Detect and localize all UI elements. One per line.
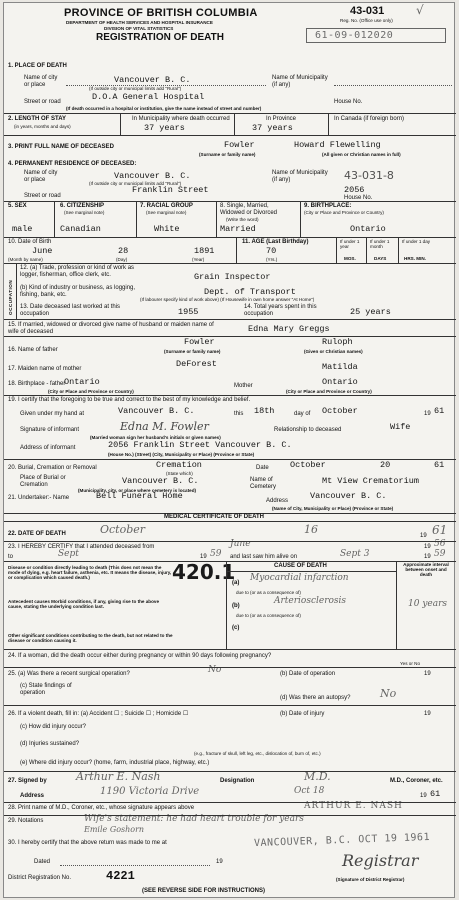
sex-value: male: [12, 224, 33, 234]
day-of-label: day of: [294, 411, 311, 417]
father-surname: Fowler: [184, 337, 215, 347]
marital-value: Married: [220, 224, 256, 234]
signed-date: Oct 18: [294, 786, 325, 796]
hospital-note: (If death occurred in a hospital or institution, give the name instead of street and number): [66, 106, 262, 111]
under-year-label: If under 1 year: [340, 239, 360, 249]
mother-surname: DeForest: [176, 359, 217, 369]
given-day: 18th: [254, 406, 275, 416]
retired-note: (If labourer specify kind of work above) (If Housewife in own home answer "At Home"): [140, 297, 315, 302]
attended-to-prefix: 19: [200, 554, 207, 560]
injury-where-label: (e) Where did injury occur? (home, farm, industrial place, highway, etc.): [20, 760, 210, 766]
res-municipality-label: Name of Municipality (if any): [272, 170, 328, 183]
print-name-label: 28. Print name of M.D., Coroner, etc., whose signature appears above: [8, 805, 195, 811]
burial-day: 20: [380, 460, 391, 470]
violent-label: 26. If a violent death, fill in: (a) Accident ☐ ; Suicide ☐ ; Homicide ☐: [8, 711, 189, 717]
spouse-label: 15. If married, widowed or divorced give name of husband or maiden name of wife of deceased: [8, 322, 214, 335]
burial-year: 61: [434, 460, 445, 470]
film-number-box: [306, 28, 446, 43]
checkmark: √: [416, 3, 424, 17]
last-alive-label: and last saw him alive on: [230, 554, 298, 560]
citizenship-label: 6. CITIZENSHIP: [60, 203, 105, 209]
date-of-death-label: 22. DATE OF DEATH: [8, 531, 66, 537]
registration-number: 43-031: [350, 5, 385, 17]
attended-label: 23. I HEREBY CERTIFY that I attended deceased from: [8, 544, 155, 550]
reg-no-label: Reg. No. (Office use only): [340, 18, 393, 23]
cemetery-value: Mt View Crematorium: [322, 476, 419, 486]
industry-value: Dept. of Transport: [204, 287, 296, 297]
stay-province: 37 years: [252, 123, 293, 133]
burial-month: October: [290, 460, 326, 470]
residence-house-no: 2056: [344, 185, 365, 195]
mother-label: 17. Maiden name of mother: [8, 366, 82, 372]
form-title: REGISTRATION OF DEATH: [96, 32, 224, 43]
coroner-label: M.D., Coroner, etc.: [390, 778, 443, 784]
street-label: Street or road: [24, 99, 61, 105]
doctor-address-label: Address: [20, 793, 45, 799]
cause-heading: CAUSE OF DEATH: [274, 563, 327, 569]
due-to-b: due to (or as a consequence of): [236, 613, 301, 618]
burial-place-label: Place of Burial or Cremation: [20, 475, 66, 488]
fracture-note: (e.g., fracture of skull, left leg, etc., dislocation of, burn of, etc.): [194, 751, 321, 756]
cemetery-label: Name of Cemetery: [250, 477, 277, 490]
immediate-cause-label: Disease or condition directly leading to death (This does not mean the mode of dying, e.g. heart failure, asthenia, etc. It means the disease, injury, or complication which caused death.): [8, 565, 172, 580]
informant-certify: 19. I certify that the foregoing to be true and correct to the best of my knowledge and belief.: [8, 397, 251, 403]
dated-label: Dated: [34, 859, 51, 865]
dob-year: 1891: [194, 246, 215, 256]
under-day-unit: HRS. MIN.: [404, 256, 426, 261]
stay-canada-label: In Canada (if foreign born): [334, 116, 405, 122]
registrar-signature: Registrar: [342, 851, 419, 870]
notations-label: 29. Notations: [8, 818, 44, 824]
res-street-label: Street or road: [24, 193, 61, 199]
designation-label: Designation: [220, 778, 255, 784]
total-years-label: 14. Total years spent in this occupation: [244, 304, 317, 317]
due-to-a: due to (or as a consequence of): [236, 590, 301, 595]
burial-state-label: (State which): [166, 471, 193, 476]
residence-street: Franklin Street: [132, 185, 209, 195]
received-stamp: VANCOUVER, B.C. OCT 19 1961: [253, 831, 431, 850]
section-residence: 4. PERMANENT RESIDENCE OF DECEASED:: [8, 161, 137, 167]
informant-address-label: Address of informant: [20, 445, 76, 451]
total-years-value: 25 years: [350, 307, 391, 317]
father-label: 16. Name of father: [8, 347, 58, 353]
last-alive-year: 59: [434, 549, 446, 559]
age-value: 70: [266, 246, 277, 256]
surgery-answer: No: [208, 665, 222, 675]
interval-heading: Approximate interval between onset and death: [403, 562, 449, 577]
pregnancy-label: 24. If a woman, did the death occur either during pregnancy or within 90 days following pregnancy?: [8, 653, 272, 659]
attended-to-year: 59: [210, 549, 222, 559]
medical-heading: MEDICAL CERTIFICATE OF DEATH: [164, 514, 264, 520]
death-month: October: [100, 523, 146, 536]
birthplace-value: Ontario: [350, 224, 386, 234]
undertaker-label: 21. Undertaker:- Name: [8, 495, 70, 501]
this-label: this: [234, 411, 244, 417]
mother-place-note: (City or Place and Province or Country): [286, 389, 372, 394]
citizenship-value: Canadian: [60, 224, 101, 234]
citizenship-note: (See marginal note): [64, 210, 105, 215]
mother-given: Matilda: [322, 362, 358, 372]
given-year: 61: [434, 406, 445, 416]
under-month-unit: DAYS: [374, 256, 387, 261]
municipality-label: Name of Municipality (if any): [272, 75, 328, 88]
dob-year-label: (Year): [192, 257, 205, 262]
dob-day: 28: [118, 246, 129, 256]
burial-place-note: (Municipality, city, or place where cemetery is located): [78, 488, 197, 493]
received-label: 30. I hereby certify that the above return was made to me at: [8, 840, 167, 846]
operation-year-prefix: 19: [424, 671, 431, 677]
address-note: (House No.) (Street) (City, Municipality or Place) (Province or State): [108, 452, 255, 457]
undertaker-address: Vancouver B. C.: [310, 491, 387, 501]
injury-date-label: (b) Date of injury: [280, 711, 325, 717]
doctor-address: 1190 Victoria Drive: [100, 786, 200, 797]
surname-label: (Surname or family name): [199, 152, 256, 157]
birthplace-label: 9. BIRTHPLACE:: [304, 203, 352, 209]
place-city: Vancouver B. C.: [114, 75, 191, 85]
industry-label: (b) Kind of industry or business, as logging, fishing, bank, etc.: [20, 285, 136, 298]
signature-note: (Married woman sign her husband's initials or given names): [90, 435, 221, 440]
burial-method: Cremation: [156, 460, 202, 470]
under-year-unit: MOS.: [344, 256, 356, 261]
under-month-label: If under 1 month: [370, 239, 390, 249]
attended-from-prefix: 19: [424, 544, 431, 550]
undertaker-name: Bell Funeral Home: [96, 491, 183, 501]
cause-item-c: (c): [232, 625, 240, 631]
last-alive-prefix: 19: [424, 554, 431, 560]
stay-municipality-label: In Municipality where death occurred: [132, 116, 230, 122]
res-municipality: 43-031-8: [344, 169, 394, 182]
dob-day-label: (Day): [116, 257, 128, 262]
deceased-surname: Fowler: [224, 140, 255, 150]
autopsy-label: (d) Was there an autopsy?: [280, 695, 351, 701]
interval-b: 10 years: [408, 599, 448, 609]
designation: M.D.: [304, 770, 331, 783]
father-birthplace-label: 18. Birthplace - father: [8, 381, 66, 387]
age-unit: (Yrs.): [266, 257, 278, 262]
informant-address: 2056 Franklin Street Vancouver B. C.: [108, 440, 292, 450]
house-label: House No.: [334, 99, 363, 105]
father-place-note: (City or Place and Province or Country): [48, 389, 134, 394]
res-house-label: House No.: [344, 195, 373, 201]
findings-label: (c) State findings of operation: [20, 683, 72, 696]
trade-value: Grain Inspector: [194, 272, 271, 282]
mother-birthplace-label: Mother: [234, 383, 253, 389]
province-title: PROVINCE OF BRITISH COLUMBIA: [64, 7, 258, 19]
occupation-side-label: OCCUPATION: [8, 279, 13, 315]
dob-label: 10. Date of Birth: [8, 239, 52, 245]
death-year-prefix: 19: [420, 533, 427, 539]
under-day-label: If under 1 day: [402, 239, 431, 244]
death-day: 16: [304, 523, 318, 536]
injuries-label: (d) Injuries sustained?: [20, 741, 80, 747]
given-label: (All given or Christian names in full): [322, 152, 401, 157]
attended-to-label: to: [8, 554, 14, 560]
informant-signature-label: Signature of informant: [20, 427, 80, 433]
division-name: DIVISION OF VITAL STATISTICS: [104, 26, 174, 31]
death-registration-form: [3, 2, 455, 898]
last-alive: Sept 3: [340, 549, 370, 559]
district-reg-no: 4221: [106, 869, 135, 883]
signed-by-label: 27. Signed by: [8, 778, 47, 784]
residence-city: Vancouver B. C.: [114, 171, 191, 181]
father-given: Ruloph: [322, 337, 353, 347]
marital-note: (Write the word): [226, 217, 259, 222]
cause-item-b: (b): [232, 603, 240, 609]
death-street: D.O.A General Hospital: [92, 92, 205, 102]
rural-note: (If outside city or municipal limits add "Rural"): [89, 86, 182, 91]
attended-from: June: [230, 539, 251, 549]
mother-birthplace: Ontario: [322, 377, 358, 387]
footer-instructions: (SEE REVERSE SIDE FOR INSTRUCTIONS): [142, 888, 266, 894]
surgery-label: 25. (a) Was there a recent surgical operation?: [8, 671, 130, 677]
injury-year-prefix: 19: [424, 711, 431, 717]
racial-note: (See marginal note): [146, 210, 187, 215]
informant-signature: Edna M. Fowler: [120, 420, 209, 433]
cause-b: Arteriosclerosis: [274, 596, 347, 606]
registrar-label: (Signature of District Registrar): [336, 877, 405, 882]
attended-from-year: 56: [434, 539, 446, 549]
deceased-given-names: Howard Flewelling: [294, 140, 381, 150]
operation-date-label: (b) Date of operation: [280, 671, 336, 677]
father-surname-label: (Surname or family name): [164, 349, 221, 354]
stay-units: (in years, months and days): [14, 124, 71, 129]
signed-year: 61: [430, 789, 441, 799]
film-number: 61-09-012020: [315, 30, 394, 41]
stamp-code: 420.1: [172, 560, 236, 584]
age-label: 11. AGE (Last Birthday): [242, 239, 309, 245]
relationship-label: Relationship to deceased: [274, 427, 342, 433]
cause-a: Myocardial infarction: [250, 573, 349, 583]
undertaker-note: (Name of City, Municipality or Place) (Province or State): [272, 506, 394, 511]
dob-month: June: [32, 246, 53, 256]
print-name: ARTHUR E. NASH: [304, 801, 403, 811]
signed-by: Arthur E. Nash: [76, 770, 161, 783]
last-worked-value: 1955: [178, 307, 199, 317]
given-at-place: Vancouver B. C.: [118, 406, 195, 416]
sex-label: 5. SEX: [8, 203, 27, 209]
last-worked-label: 13. Date deceased last worked at this occupation: [20, 304, 121, 317]
stay-province-label: In Province: [266, 116, 297, 122]
father-given-label: (Given or Christian names): [304, 349, 363, 354]
signed-year-prefix: 19: [420, 793, 427, 799]
section-length-of-stay: 2. LENGTH OF STAY: [8, 116, 67, 122]
district-reg-label: District Registration No.: [8, 875, 72, 881]
spouse-value: Edna Mary Greggs: [248, 324, 330, 334]
notation-text-2: Emile Goshorn: [84, 825, 145, 834]
section-place-of-death: 1. PLACE OF DEATH: [8, 63, 67, 69]
given-month: October: [322, 406, 358, 416]
dob-month-label: (Month by name): [8, 257, 43, 262]
attended-to: Sept: [58, 549, 79, 559]
antecedent-label: Antecedent causes Morbid conditions, if any, giving rise to the above cause, stating the underlying condition last.: [8, 599, 160, 609]
relationship-value: Wife: [390, 422, 411, 432]
injury-how-label: (c) How did injury occur?: [20, 724, 87, 730]
notation-text: Wife's statement: he had heart trouble for years: [84, 814, 304, 824]
department-name: DEPARTMENT OF HEALTH SERVICES AND HOSPITAL INSURANCE: [66, 20, 213, 25]
racial-label: 7. RACIAL GROUP: [140, 203, 193, 209]
given-at-label: Given under my hand at: [20, 411, 85, 417]
other-conditions-label: Other significant conditions contributing to the death, but not related to the disease or condition causing it.: [8, 633, 173, 643]
undertaker-address-label: Address: [266, 498, 289, 504]
burial-place: Vancouver B. C.: [122, 476, 199, 486]
place-name-label: Name of city or place: [24, 75, 58, 88]
racial-value: White: [154, 224, 180, 234]
cause-item-a: (a): [232, 580, 240, 586]
father-birthplace: Ontario: [64, 377, 100, 387]
dated-year-prefix: 19: [216, 859, 223, 865]
autopsy-answer: No: [380, 687, 397, 700]
given-year-prefix: 19: [424, 411, 431, 417]
stay-municipality: 37 years: [144, 123, 185, 133]
marital-label: 8. Single, Married, Widowed or Divorced: [220, 203, 278, 216]
res-rural-note: (If outside city or municipal limits add "Rural"): [89, 181, 182, 186]
res-city-label: Name of city or place: [24, 170, 58, 183]
section-deceased-name: 3. PRINT FULL NAME OF DECEASED: [8, 144, 114, 150]
birthplace-note: (City or Place and Province or Country): [304, 210, 384, 215]
burial-label: 20. Burial, Cremation or Removal: [8, 465, 97, 471]
trade-label: 12. (a) Trade, profession or kind of work as logger, fisherman, office clerk, etc.: [20, 265, 135, 278]
burial-date-label: Date: [256, 465, 269, 471]
pregnancy-answer: Yes or No: [400, 661, 421, 666]
death-year: 61: [432, 523, 448, 537]
